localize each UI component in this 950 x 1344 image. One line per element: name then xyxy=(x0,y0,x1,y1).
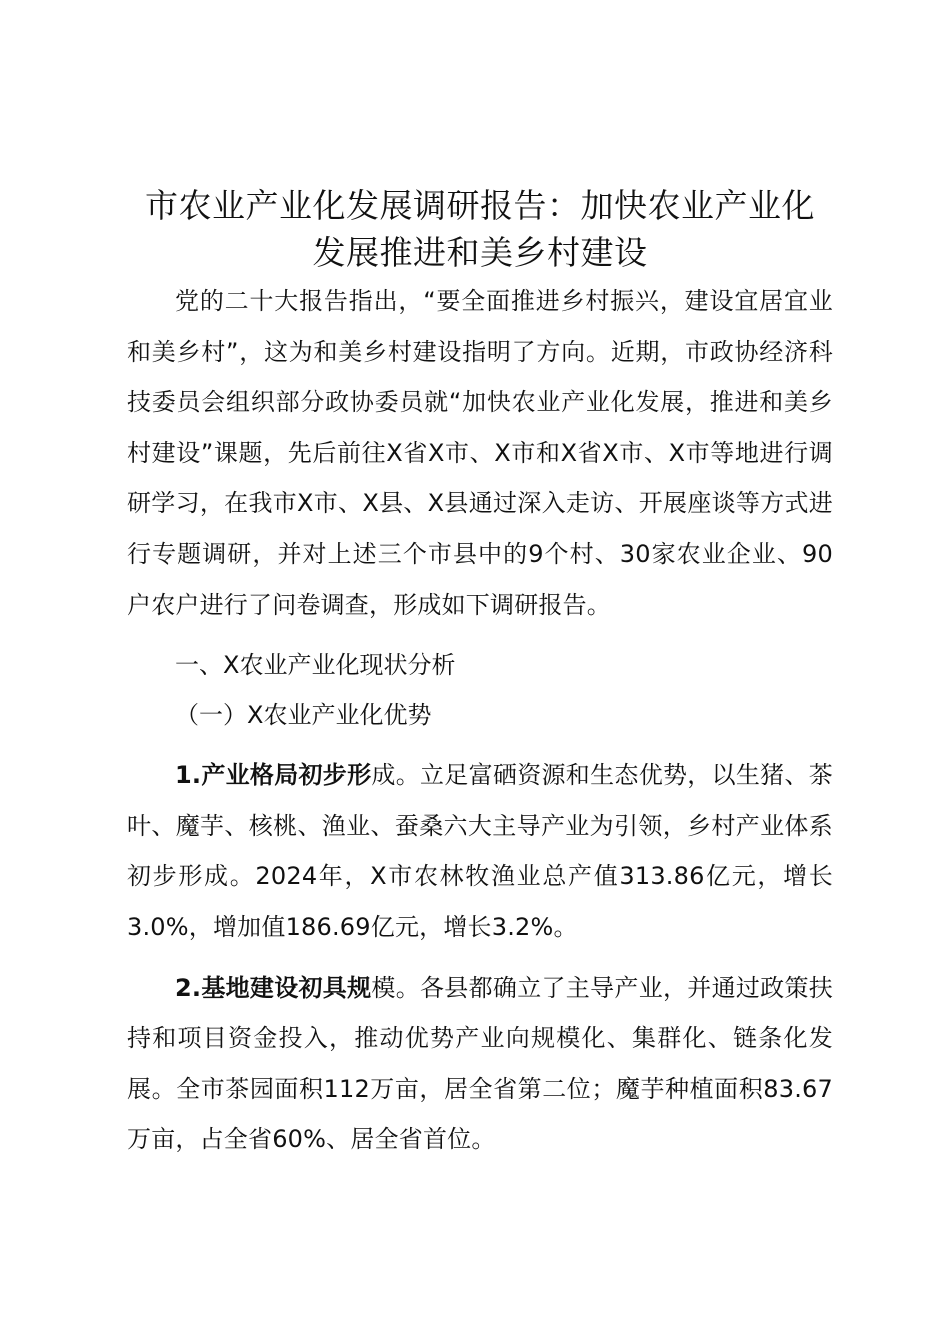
point-1-body: 成。立足富硒资源和生态优势，以生猪、茶叶、魔芋、核桃、渔业、蚕桑六大主导产业为引领，乡村产业体系初步形成。2024年，X市农林牧渔业总产值313.86亿元，增长3.0%，增加值186.69亿元，增长3.2%。 xyxy=(127,761,833,941)
document-title xyxy=(127,182,833,276)
point-2-lead: 2.基地建设初具规 xyxy=(175,973,372,1002)
point-2-paragraph xyxy=(127,963,833,1165)
document-page xyxy=(127,182,833,1165)
intro-paragraph: 党的二十大报告指出，“要全面推进乡村振兴，建设宜居宜业和美乡村”，这为和美乡村建设指明了方向。近期，市政协经济科技委员会组织部分政协委员就“加快农业产业化发展，推进和美乡村建设”课题，先后前往X省X市、X市和X省X市、X市等地进行调研学习，在我市X市、X县、X县通过深入走访、开展座谈等方式进行专题调研，并对上述三个市县中的9个村、30家农业企业、90户农户进行了问卷调查，形成如下调研报告。 xyxy=(127,287,833,619)
point-1-lead: 1.产业格局初步形 xyxy=(175,761,372,790)
point-2-body: 模。各县都确立了主导产业，并通过政策扶持和项目资金投入，推动优势产业向规模化、集群化、链条化发展。全市茶园面积112万亩，居全省第二位；魔芋种植面积83.67万亩，占全省60%、居全省首位。 xyxy=(127,973,833,1154)
title-line-1: 市农业产业化发展调研报告：加快农业产业化 xyxy=(145,186,815,225)
point-1-paragraph xyxy=(127,750,833,952)
subsection-1-heading: （一）X农业产业化优势 xyxy=(175,701,432,730)
section-1-heading: 一、X农业产业化现状分析 xyxy=(175,651,456,680)
title-line-2: 发展推进和美乡村建设 xyxy=(312,233,648,272)
